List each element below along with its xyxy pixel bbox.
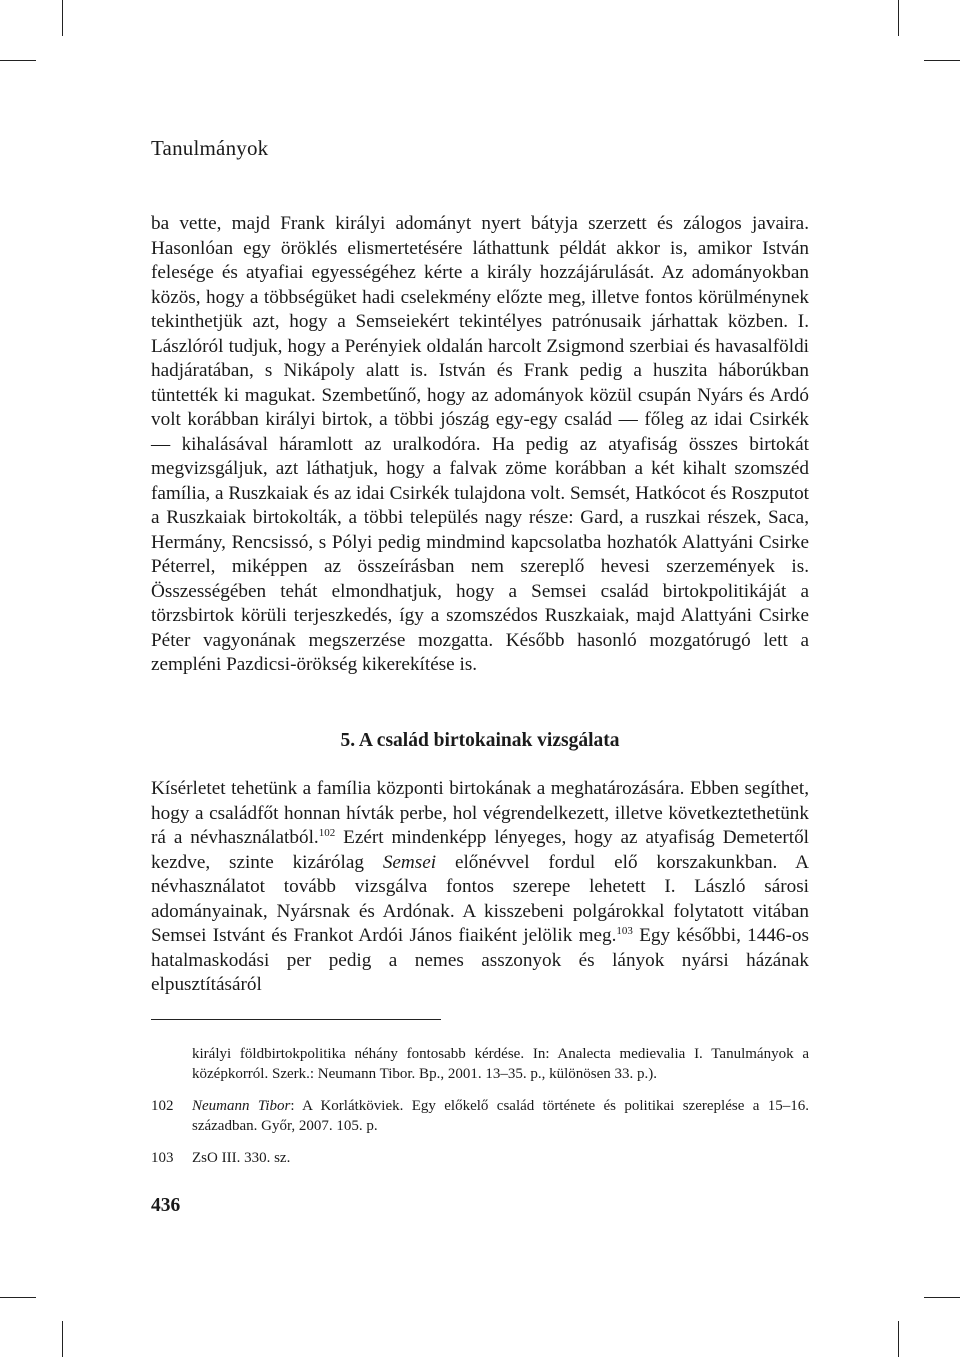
crop-mark [898,0,899,36]
crop-mark [924,60,960,61]
section-heading: 5. A család birtokainak vizsgálata [340,730,620,751]
text-run: Egy későbbi, 1446-os hatalmaskodási per pedig a nemes asszonyok és lányok nyársi házának elpusztításáról [151,925,809,995]
page-number: 436 [151,1195,181,1216]
footnote-rule [151,1019,441,1020]
footnote-103 [151,1148,809,1168]
footnote-text: ZsO III. 330. sz. [192,1150,291,1166]
footnote-continuation [151,1044,809,1084]
footnote-reference[interactable]: 102 [318,827,336,839]
text-run: Kísérletet tehetünk a família központi birtokának a meghatározására. Ebben segíthet, hogy a családfőt honnan hívták perbe, hol végrendelkezett, illetve következtethetünk rá a névhasználatból. [151,778,809,848]
footnote-text [192,1096,809,1136]
footnote-author: Neumann Tibor [192,1098,291,1114]
text-run: előnévvel fordul elő korszakunkban. A névhasználatot tovább vizsgálva fontos szerepe lehetett I. László sárosi adományainak, Nyársnak és Ardónak. A kisszebeni polgárokkal folytatott vitában Semsei Istvánt és Frankot Ardói János fiaiként jelölik meg. [151,851,809,946]
italic-text: Semsei [382,851,437,873]
text-run: : A Korlátköviek. Egy előkelő család története és politikai szereplése a 15–16. században. Győr, 2007. 105. p. [192,1098,809,1134]
running-head: Tanulmányok [151,136,269,160]
footnote-text: királyi földbirtokpolitika néhány fontosabb kérdése. In: Analecta medievalia I. Tanulmányok a középkorról. Szerk.: Neumann Tibor. Bp., 2001. 13–35. p., különösen 33. p.). [192,1046,809,1082]
crop-mark [0,60,36,61]
paragraph [151,777,809,998]
crop-mark [924,1297,960,1298]
paragraph: ba vette, majd Frank királyi adományt nyert bátyja szerzett és zálogos javaira. Hasonlóan egy öröklés elismertetésére láthattunk példát akkor is, amikor István felesége és atyafiai egyességéhez kérte a király hozzájárulását. Az adományokban közös, hogy a többségüket hadi cselekmény előzte meg, illetve fontos körülménynek tekinthetjük azt, hogy a Semseiekért tekintélyes patrónusaik járhattak közben. I. Lászlóról tudjuk, hogy a Perényiek oldalán harcolt Zsigmond szerbiai és havasalföldi hadjáratában, s Nikápoly alatt is. István és Frank pedig a huszita háborúkban tüntették ki magukat. Szembetűnő, hogy az adományok közül csupán Nyárs és Ardó volt korábban királyi birtok, a többi jószág egy-egy család — főleg az idai Csirkék — kihalásával háramlott az uralkodóra. Ha pedig az atyafiság összes birtokát megvizsgáljuk, azt láthatjuk, hogy a falvak zöme korábban a két kihalt szomszéd família, a Ruszkaiak és az idai Csirkék tulajdona volt. Semsét, Hatkócot és Roszputot a Ruszkaiak birtokolták, a többi település nagy része: Gard, a ruszkai részek, Saca, Hermány, Rencsissó, s Pólyi pedig mindmind kapcsolatba hozhatók Alattyáni Csirke Péterrel, miképpen az összeírásban nem szereplő hevesi szerzemények is. Összességében tehát elmondhatjuk, hogy a Semsei család birtokpolitikáját a törzsbirtok körüli terjeszkedés, így a szomszédos Ruszkaiak, majd Alattyáni Csirke Péter vagyonának megszerzése mozgatta. Később hasonló mozgatórugó lett a zempléni Pazdicsi-örökség kikerekítése is. [151,213,809,675]
crop-mark [62,0,63,36]
footnote-number: 103 [151,1150,174,1166]
footnote-reference[interactable]: 103 [616,925,633,937]
footnote-102 [151,1096,809,1136]
text-run: Ezért mindenképp lényeges, hogy az atyafiság Demetertől kezdve, szinte kizárólag [151,827,809,873]
footnotes [151,1044,809,1180]
footnote-number: 102 [151,1098,174,1114]
body-text [151,777,809,998]
crop-mark [898,1321,899,1357]
body-text [151,212,809,678]
crop-mark [62,1321,63,1357]
crop-mark [0,1297,36,1298]
